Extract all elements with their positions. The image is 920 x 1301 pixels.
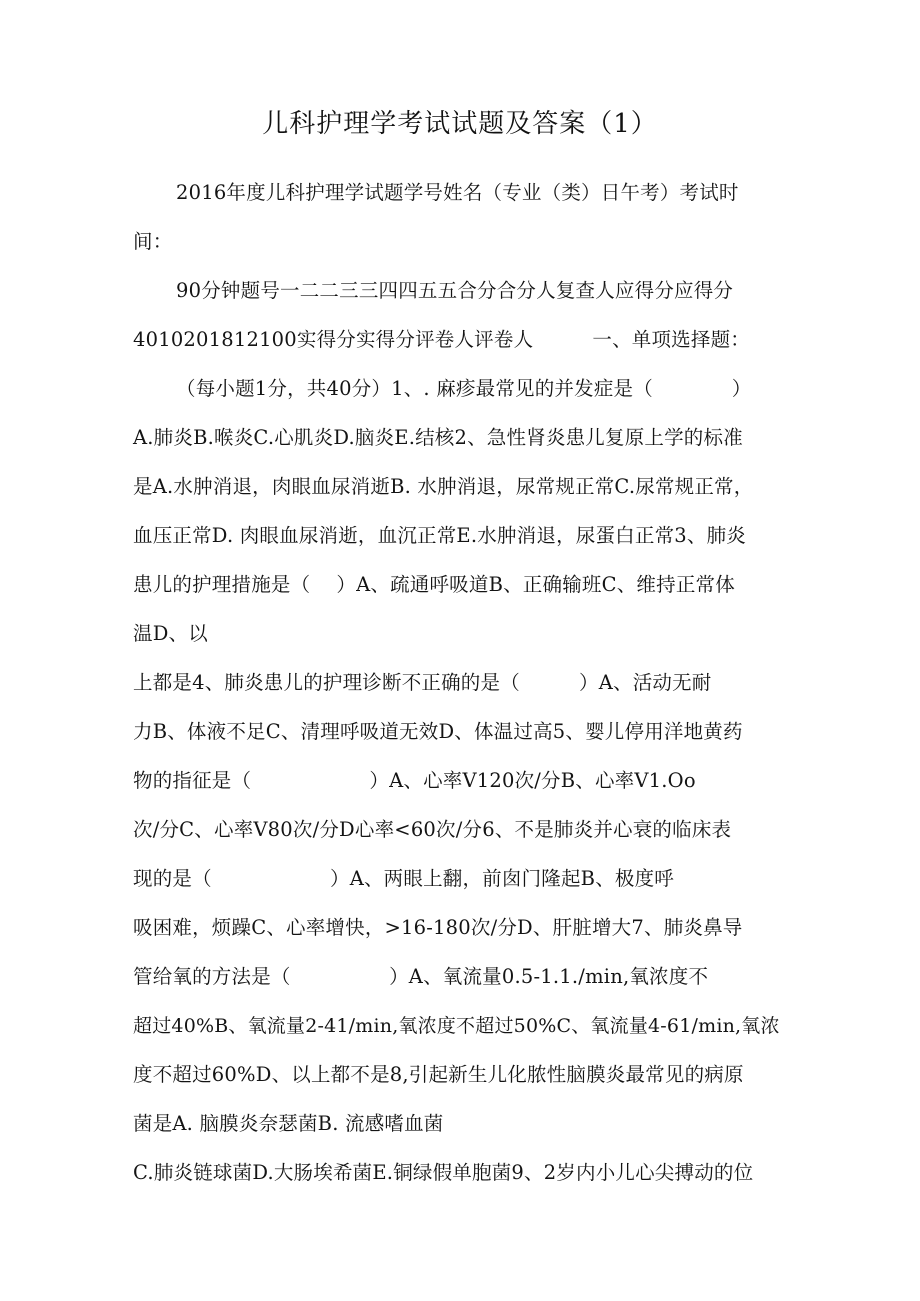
text-line: 力B、体液不足C、清理呼吸道无效D、体温过高5、婴儿停用洋地黄药: [133, 720, 743, 743]
text-line: 温D、以: [133, 622, 208, 645]
document-title: 儿科护理学考试试题及答案（1）: [262, 109, 658, 139]
text-line: A.肺炎B.喉炎C.心肌炎D.脑炎E.结核2、急性肾炎患儿复原上学的标准: [133, 426, 743, 449]
text-line: 吸困难，烦躁C、心率增快，>16-180次/分D、肝脏增大7、肺炎鼻导: [133, 916, 743, 939]
text-line: （每小题1分，共40分）1、. 麻疹最常见的并发症是（ ）: [176, 377, 752, 400]
text-line: 4010201812100实得分实得分评卷人评卷人 一、单项选择题：: [133, 328, 750, 351]
text-line: 次/分C、心率V80次/分D心率<60次/分6、不是肺炎并心衰的临床表: [133, 818, 732, 841]
text-line: 度不超过60%D、以上都不是8,引起新生儿化脓性脑膜炎最常见的病原: [133, 1063, 744, 1086]
text-line: 2016年度儿科护理学试题学号姓名（专业（类）日午考）考试时: [176, 181, 739, 204]
text-line: 菌是A. 脑膜炎奈瑟菌B. 流感嗜血菌: [133, 1112, 444, 1135]
text-line: C.肺炎链球菌D.大肠埃希菌E.铜绿假单胞菌9、2岁内小儿心尖搏动的位: [133, 1161, 754, 1184]
text-line: 现的是（ ）A、两眼上翻，前囱门隆起B、极度呼: [133, 867, 675, 890]
text-line: 是A.水肿消退，肉眼血尿消逝B. 水肿消退，尿常规正常C.尿常规正常，: [133, 475, 754, 498]
text-line: 90分钟题号一二二三三四四五五合分合分人复查人应得分应得分: [176, 279, 734, 302]
text-line: 间：: [133, 230, 173, 253]
text-line: 物的指征是（ ）A、心率V120次/分B、心率V1.Oo: [133, 769, 696, 792]
text-line: 上都是4、肺炎患儿的护理诊断不正确的是（ ）A、活动无耐: [133, 671, 712, 694]
text-line: 患儿的护理措施是（ ）A、疏通呼吸道B、正确输班C、维持正常体: [133, 573, 735, 596]
text-line: 管给氧的方法是（ ）A、氧流量0.5-1.1./min,氧浓度不: [133, 965, 709, 988]
text-line: 血压正常D. 肉眼血尿消逝，血沉正常E.水肿消退，尿蛋白正常3、肺炎: [133, 524, 746, 547]
text-line: 超过40%B、氧流量2-41∕min,氧浓度不超过50%C、氧流量4-61∕min,氧浓: [133, 1015, 780, 1037]
